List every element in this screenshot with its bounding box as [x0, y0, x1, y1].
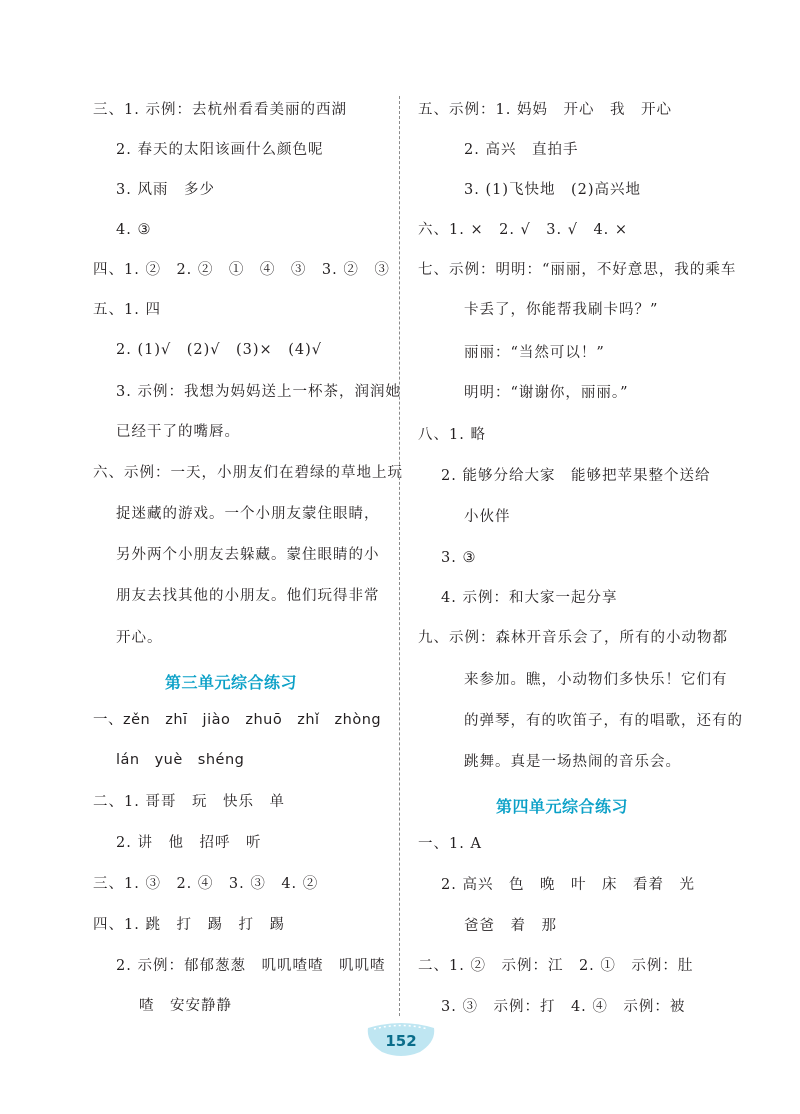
answer-line: 3. (1)飞快地 (2)高兴地: [464, 182, 642, 198]
answer-line: 明明：“谢谢你，丽丽。”: [464, 385, 629, 401]
column-divider: [399, 96, 400, 1016]
answer-line: 四、1. ② 2. ② ① ④ ③ 3. ② ③: [93, 262, 390, 278]
unit3-heading: 第三单元综合练习: [165, 673, 298, 692]
answer-line: 六、示例：一天，小朋友们在碧绿的草地上玩: [93, 465, 403, 481]
answer-line: 2. 高兴 直拍手: [464, 142, 579, 158]
answer-line: 3. ③ 示例：打 4. ④ 示例：被: [441, 999, 686, 1015]
unit4-heading: 第四单元综合练习: [496, 797, 629, 816]
answer-line: 八、1. 略: [418, 427, 486, 443]
answer-line: 另外两个小朋友去躲藏。蒙住眼睛的小: [116, 547, 380, 563]
answer-line: 2. 讲 他 招呼 听: [116, 835, 262, 851]
pinyin-line: lán yuè shéng: [116, 752, 245, 768]
answer-line: 朋友去找其他的小朋友。他们玩得非常: [116, 588, 380, 604]
answer-line: 2. 能够分给大家 能够把苹果整个送给: [441, 468, 711, 484]
answer-line: 4. 示例：和大家一起分享: [441, 590, 618, 606]
answer-line: 丽丽：“当然可以！”: [464, 345, 605, 361]
answer-line: 2. (1)√ (2)√ (3)× (4)√: [116, 342, 322, 358]
answer-line: 爸爸 着 那: [464, 918, 557, 934]
answer-line: 七、示例：明明：“丽丽，不好意思，我的乘车: [418, 262, 737, 278]
answer-line: 捉迷藏的游戏。一个小朋友蒙住眼睛，: [116, 506, 380, 522]
page-number-badge: [366, 1020, 436, 1058]
answer-line: 已经干了的嘴唇。: [116, 424, 240, 440]
answer-line: 一、1. A: [418, 836, 482, 852]
answer-line: 来参加。瞧，小动物们多快乐！它们有: [464, 672, 728, 688]
answer-line: 2. 示例：郁郁葱葱 叽叽喳喳 叽叽喳: [116, 958, 386, 974]
answer-line: 九、示例：森林开音乐会了，所有的小动物都: [418, 630, 728, 646]
answer-line: 卡丢了，你能帮我刷卡吗？”: [464, 302, 659, 318]
answer-line: 的弹琴，有的吹笛子，有的唱歌，还有的: [464, 713, 743, 729]
answer-line: 3. ③: [441, 550, 477, 566]
answer-line: 二、1. 哥哥 玩 快乐 单: [93, 794, 285, 810]
pinyin-line: 一、zěn zhī jiào zhuō zhǐ zhòng: [93, 712, 382, 728]
answer-line: 3. 示例：我想为妈妈送上一杯茶，润润她: [116, 384, 401, 400]
answer-line: 2. 高兴 色 晚 叶 床 看着 光: [441, 877, 695, 893]
answer-line: 3. 风雨 多少: [116, 182, 215, 198]
answer-line: 二、1. ② 示例：江 2. ① 示例：肚: [418, 958, 694, 974]
answer-line: 三、1. ③ 2. ④ 3. ③ 4. ②: [93, 876, 319, 892]
answer-line: 4. ③: [116, 222, 152, 238]
answer-line: 小伙伴: [464, 509, 511, 525]
answer-line: 三、1. 示例：去杭州看看美丽的西湖: [93, 102, 347, 118]
page-number: 152: [385, 1032, 417, 1050]
answer-line: 喳 安安静静: [139, 998, 232, 1014]
answer-line: 五、1. 四: [93, 302, 161, 318]
answer-line: 六、1. × 2. √ 3. √ 4. ×: [418, 222, 629, 238]
answer-line: 2. 春天的太阳该画什么颜色呢: [116, 142, 324, 158]
answer-line: 四、1. 跳 打 踢 打 踢: [93, 917, 285, 933]
answer-line: 开心。: [116, 630, 163, 646]
answer-line: 五、示例：1. 妈妈 开心 我 开心: [418, 102, 672, 118]
answer-line: 跳舞。真是一场热闹的音乐会。: [464, 754, 681, 770]
